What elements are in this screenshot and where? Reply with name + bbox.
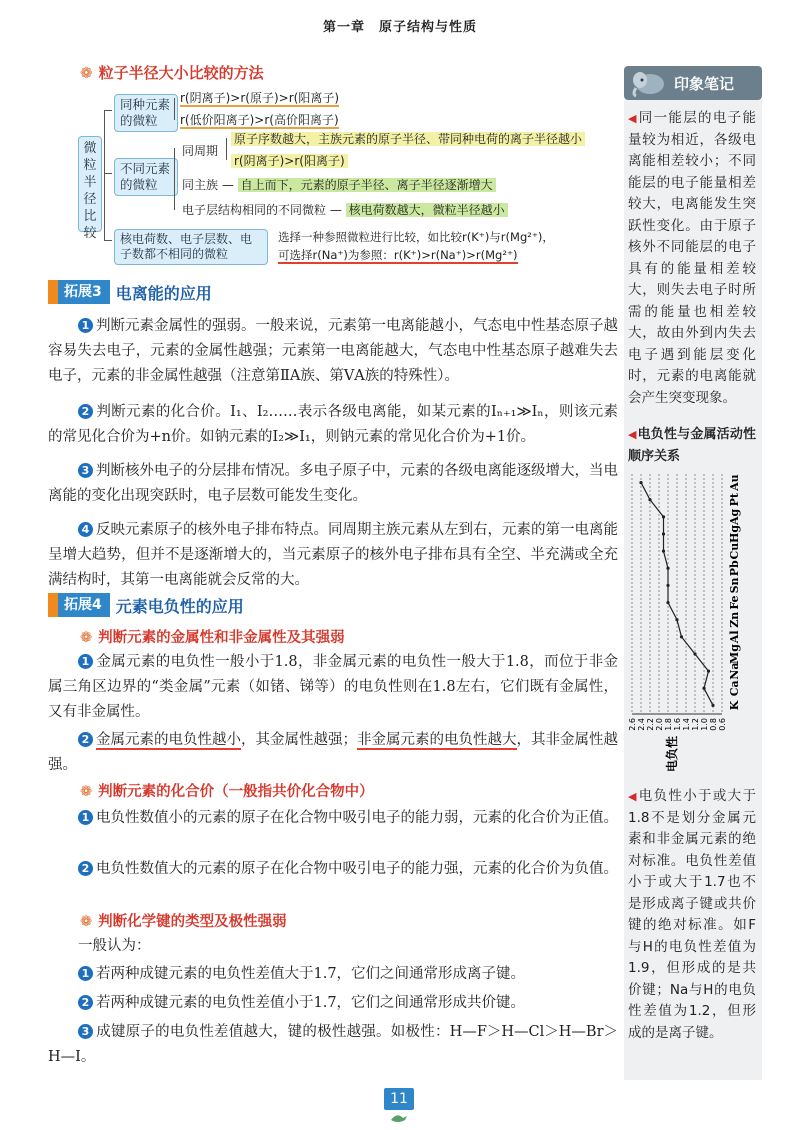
ext3-title: 电离能的应用 [115,283,212,303]
number-badge-icon: 3 [78,463,93,478]
ext4-sub-2 [80,780,374,801]
same-rule-1-text: r(阴离子)>r(原子)>r(阳离子) [180,91,340,105]
tick-label: 2.6 [628,718,637,731]
ext4-s1-para-2 [48,728,618,778]
main-bracket [104,110,105,240]
tick-label: 2.4 [637,718,646,731]
category-label: Fe [728,595,741,610]
category-label: Pb [728,560,741,577]
same-element-box: 同种元素的微粒 [114,94,178,132]
same-rule-2 [180,113,339,128]
ext3-para-3 [48,459,618,509]
radius-section-title [80,62,264,83]
ext4-s1-para-1 [48,650,618,725]
tick-label: 2.2 [646,718,655,731]
ext4-sub-3-text: 判断化学键的类型及极性强弱 [98,914,287,930]
axis-label: 电负性 [665,735,679,773]
number-badge-icon: 2 [78,995,93,1010]
group-rule-text: 自上而下，元素的原子半径、离子半径逐渐增大 [238,178,496,192]
highlight-phrase: 金属元素的电负性越小 [96,732,241,748]
sidebar-header [624,66,762,100]
period-rule-1-text: 原子序数越大，主族元素的原子半径、带同种电荷的离子半径越小 [231,132,585,146]
number-badge-icon: 1 [78,318,93,333]
ext4-sub-2-text: 判断元素的化合价（一般指共价化合物中） [98,784,374,800]
ext3-para-1-text: 判断元素金属性的强弱。一般来说，元素第一电离能越小，气态电中性基态原子越容易失去电子，元素的金属性越强；元素第一电离能越大，气态电中性基态原子越难失去电子，元素的非金属性越强（注意第ⅡA族、第ⅤA族的特殊性）。 [48,318,618,384]
number-badge-icon: 2 [78,861,93,876]
number-badge-icon: 3 [78,1024,93,1039]
ext4-s2-para-2 [48,857,618,882]
shell-rule-text: 核电荷数越大，微粒半径越小 [346,203,508,217]
ext4-s2-para-1 [48,806,618,831]
tick-label: 1.2 [691,718,700,731]
sidebar-chart-title-text: 电负性与金属活动性顺序关系 [628,427,756,464]
ext4-tag: 拓展4 [48,593,110,617]
ext4-s1-para-1-text: 金属元素的电负性一般小于1.8，非金属元素的电负性一般大于1.8，而位于非金属三角区边界的“类金属”元素（如锗、锑等）的电负性则在1.8左右，它们既有金属性，又有非金属性。 [48,654,618,720]
category-label: Au [728,474,741,491]
number-badge-icon: 1 [78,966,93,981]
tick-label: 1.0 [700,718,709,731]
same-bracket [174,98,175,120]
category-label: Mg [728,644,741,664]
sidebar-chart-title [628,424,756,467]
root-char: 微 [83,141,97,156]
tick-label: 2.0 [655,718,664,731]
connector-line [104,173,112,174]
ext4-s2-para-1-text: 电负性数值小的元素的原子在化合物中吸引电子的能力弱，元素的化合价为正值。 [96,810,618,826]
data-point [666,567,669,570]
root-box [78,136,102,241]
ext3-para-2 [48,400,618,450]
electronegativity-chart [624,470,762,780]
data-point [675,618,678,621]
period-bracket [226,138,227,160]
data-point [680,635,683,638]
ext4-title: 元素电负性的应用 [115,596,244,616]
sidebar-note-2 [628,786,756,1044]
root-char: 比 [83,209,97,224]
chapter-header: 第一章 原子结构与性质 [322,20,477,35]
triangle-icon: ◀ [628,112,638,125]
same-period-label: 同周期 [182,144,219,158]
ext4-header [48,593,244,617]
multi-rule-2 [278,248,518,263]
page-number: 11 [384,1088,414,1110]
ext4-sub-1-text: 判断元素的金属性和非金属性及其强弱 [98,630,345,646]
same-group-label-text: 同主族 [182,178,219,192]
radius-diagram [78,88,618,268]
elephant-icon [630,68,670,98]
number-badge-icon: 2 [78,404,93,419]
root-char: 径 [83,192,97,207]
ext4-s3-intro: 一般认为： [78,938,151,954]
data-point [662,532,665,535]
ext3-para-3-text: 判断核外电子的分层排布情况。多电子原子中，元素的各级电离能逐级增大，当电离能的变化出现突跃时，电子层数可能发生变化。 [48,463,618,504]
same-shell-label-text: 电子层结构相同的不同微粒 [182,203,327,217]
data-point [666,601,669,604]
tick-label: 1.6 [673,718,682,731]
data-point [711,704,714,707]
sidebar-title: 印象笔记 [674,75,735,93]
sidebar-note-1 [628,108,756,409]
ext4-s3-para-2-text: 若两种成键元素的电负性差值小于1.7，它们之间通常形成共价键。 [96,995,526,1011]
number-badge-icon: 1 [78,810,93,825]
data-point [648,498,651,501]
ext4-s1-para-2-text: 。 [62,757,77,773]
tick-label: 1.4 [682,718,691,731]
tick-label: 0.6 [718,718,727,731]
ext3-tag: 拓展3 [48,280,110,304]
diff-bracket [174,148,175,210]
radius-section-title-text: 粒子半径大小比较的方法 [98,64,264,82]
number-badge-icon: 2 [78,732,93,747]
flower-bullet-icon: ❁ [80,784,93,800]
category-label: K [728,700,741,711]
flower-bullet-icon: ❁ [80,64,93,82]
tick-label: 0.8 [709,718,718,731]
triangle-icon: ◀ [628,790,638,803]
category-label: Ag [728,508,741,525]
sidebar-note-1-text: 同一能层的电子能量较为相近，各级电离能相差较小；不同能层的电子能量相差较大，电离能发生突跃性变化。由于原子核外不同能层的电子具有的能量相差较大，则失去电子时所需的能量也相差较大，故由外到内失去电子遇到能层变化时，元素的电离能就会产生突变现象。 [628,110,756,406]
ext3-para-4-text: 反映元素原子的核外电子排布特点。同周期主族元素从左到右，元素的第一电离能呈增大趋势，但并不是逐渐增大的，当元素原子的核外电子排布具有全空、半充满或全充满结构时，其第一电离能就会反常的大。 [48,522,618,588]
diff-element-box: 不同元素的微粒 [114,158,178,196]
multi-box: 核电荷数、电子层数、电子数都不相同的微粒 [114,229,268,265]
flower-bullet-icon: ❁ [80,630,93,646]
highlight-phrase: 非金属元素的电负性越大 [357,732,517,748]
connector-line [104,110,112,111]
root-char: 半 [83,175,97,190]
root-char: 较 [83,226,97,241]
ext3-para-2-text: 判断元素的化合价。I₁、I₂……表示各级电离能，如某元素的Iₙ₊₁≫Iₙ，则该元素的常见化合价为+n价。如钠元素的I₂≫I₁，则钠元素的常见化合价为+1价。 [48,404,618,445]
tick-label: 1.8 [664,718,673,731]
data-point [693,652,696,655]
number-badge-icon: 1 [78,654,93,669]
ext4-s1-para-2-text: ，其非金属性越强 [48,732,618,773]
ext4-s3-para-3-text: 成键原子的电负性差值越大，键的极性越强。如极性：H—F＞H—Cl＞H—Br＞H—I。 [48,1024,618,1065]
number-badge-icon: 4 [78,522,93,537]
category-label: Zn [728,611,741,628]
category-label: Ca [728,680,741,697]
ext3-para-4 [48,518,618,593]
ext4-sub-3 [80,910,287,931]
category-label: Cu [728,542,741,560]
data-point [702,687,705,690]
ext4-s3-para-1-text: 若两种成键元素的电负性差值大于1.7，它们之间通常形成离子键。 [96,966,526,982]
category-label: Sn [728,577,741,594]
data-point [662,515,665,518]
ext4-sub-1 [80,626,345,647]
connector-line [104,240,112,241]
data-point [666,584,669,587]
period-rule-2-text: r(阴离子)>r(阳离子) [231,154,348,168]
category-label: Hg [728,524,741,544]
ext3-para-1 [48,314,618,389]
flower-bullet-icon: ❁ [80,914,93,930]
period-rule-2 [231,154,348,169]
ext4-s3-para-3 [48,1020,618,1070]
period-rule-1 [231,132,585,147]
ext4-s2-para-2-text: 电负性数值大的元素的原子在化合物中吸引电子的能力强，元素的化合价为负值。 [96,861,618,877]
same-group-label: 同主族 — 自上而下，元素的原子半径、离子半径逐渐增大 [182,178,496,193]
ext4-s3-para-1 [48,962,618,987]
ext4-s3-para-2 [48,991,618,1016]
data-point [662,550,665,553]
category-label: Na [728,662,741,680]
bird-icon [389,1112,409,1124]
ext3-header [48,280,212,304]
data-point [707,670,710,673]
root-char: 粒 [83,158,97,173]
same-shell-label: 电子层结构相同的不同微粒 — 核电荷数越大，微粒半径越小 [182,203,508,218]
data-point [639,481,642,484]
triangle-icon: ◀ [628,428,637,441]
category-label: Al [728,630,741,644]
same-rule-2-text: r(低价阳离子)>r(高价阳离子) [180,113,339,127]
same-rule-1 [180,91,339,106]
ext4-s1-para-2-text: ，其金属性越强； [241,732,357,748]
multi-rule-2-text: 可选择r(Na⁺)为参照：r(K⁺)>r(Na⁺)>r(Mg²⁺) [278,248,518,262]
sidebar-note-2-text: 电负性小于或大于1.8不是划分金属元素和非金属元素的绝对标准。电负性差值小于或大于1.7也不是形成离子键或共价键的绝对标准。如F与H的电负性差值为1.9，但形成的是共价键；Na与H的电负性差值为1.2，但形成的是离子键。 [628,788,756,1041]
category-label: Pt [728,493,741,507]
multi-rule-1: 选择一种参照微粒进行比较，如比较r(K⁺)与r(Mg²⁺)， [278,230,554,244]
